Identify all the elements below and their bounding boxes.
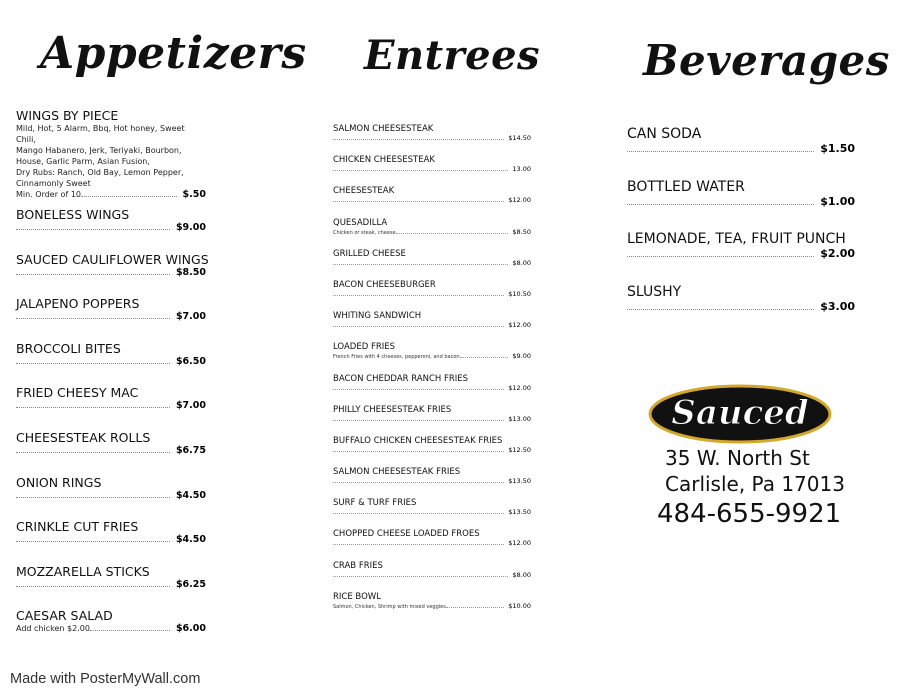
list-item: [627, 179, 855, 232]
item-name: SALMON CHEESESTEAK FRIES: [333, 467, 461, 478]
leader-dots: [16, 407, 170, 408]
item-name: QUESADILLA: [333, 217, 388, 228]
leader-dots: [16, 497, 170, 498]
item-description: French Fries with 4 cheeses, pepperoni, and bacon: [333, 354, 460, 361]
item-price: $7.00: [175, 311, 206, 323]
entrees-list: [333, 124, 531, 623]
list-item: [333, 436, 531, 467]
appetizers-list: [16, 108, 209, 653]
item-description: Mild, Hot, 5 Alarm, Bbq, Hot honey, Sweet Chili,: [16, 124, 185, 144]
leader-dots: [90, 630, 170, 631]
address-line-1: 35 W. North St: [665, 446, 810, 470]
list-item: [16, 251, 209, 297]
item-price: $9.00: [175, 222, 206, 233]
item-name: BUFFALO CHICKEN CHEESESTEAK FRIES: [333, 435, 503, 446]
item-price: $.50: [182, 189, 206, 200]
leader-dots: [333, 576, 508, 577]
item-price: $8.50: [175, 266, 206, 278]
list-item: [333, 155, 531, 186]
item-note: Min. Order of 10: [16, 190, 81, 199]
list-item: [333, 311, 531, 342]
item-price: $4.50: [175, 534, 206, 546]
item-price: $6.50: [175, 355, 206, 367]
leader-dots: [333, 326, 504, 327]
item-name: CHOPPED CHEESE LOADED FROES: [333, 529, 480, 540]
leader-dots: [333, 544, 504, 545]
item-name: ONION RINGS: [16, 474, 102, 490]
leader-dots: [396, 233, 509, 234]
leader-dots: [333, 139, 504, 140]
list-item: [16, 430, 206, 475]
item-price: $10.00: [508, 601, 531, 610]
leader-dots: [16, 452, 170, 453]
item-price: $7.00: [175, 400, 206, 412]
leader-dots: [333, 295, 504, 296]
leader-dots: [627, 204, 814, 205]
item-price: $1.50: [820, 142, 855, 155]
list-item: [16, 296, 206, 341]
item-name: FRIED CHEESY MAC: [16, 385, 139, 401]
leader-dots: [627, 256, 814, 257]
list-item: [333, 498, 531, 529]
item-price: $8.00: [512, 258, 531, 267]
item-description: Chicken or steak, cheese: [333, 229, 396, 236]
item-name: SLUSHY: [627, 284, 682, 301]
item-note: Add chicken $2.00: [16, 624, 90, 634]
list-item: [333, 529, 531, 560]
item-price: $6.00: [175, 623, 206, 635]
list-item: [333, 249, 531, 280]
list-item: [16, 519, 206, 564]
phone-number: 484-655-9921: [657, 499, 842, 529]
item-description: House, Garlic Parm, Asian Fusion,: [16, 157, 150, 166]
item-description: Dry Rubs: Ranch, Old Bay, Lemon Pepper,: [16, 168, 184, 177]
item-price: $4.50: [175, 489, 206, 501]
item-name: BACON CHEDDAR RANCH FRIES: [333, 373, 469, 384]
item-name: LOADED FRIES: [333, 342, 396, 353]
item-price: $8.50: [512, 227, 531, 236]
list-item: [333, 280, 531, 311]
item-name: CAESAR SALAD: [16, 608, 113, 624]
item-price: $12.00: [508, 539, 531, 548]
list-item: [16, 341, 206, 386]
address-line-2: Carlisle, Pa 17013: [665, 472, 845, 496]
leader-dots: [333, 482, 504, 483]
item-name: BONELESS WINGS: [16, 207, 130, 222]
item-price: $13.50: [508, 508, 531, 517]
leader-dots: [333, 264, 508, 265]
item-name: CHICKEN CHEESESTEAK: [333, 155, 435, 166]
item-name: JALAPENO POPPERS: [16, 296, 140, 312]
leader-dots: [81, 196, 177, 197]
item-description: Salmon, Chicken, Shrimp with mixed veggies: [333, 603, 446, 610]
item-price: $6.25: [175, 578, 206, 590]
list-item: [16, 108, 206, 200]
leader-dots: [627, 309, 814, 310]
item-price: $13.00: [508, 414, 531, 423]
item-name: BACON CHEESEBURGER: [333, 279, 436, 290]
item-price: $2.00: [820, 247, 855, 261]
item-name: CRINKLE CUT FRIES: [16, 519, 139, 535]
item-price: $10.50: [508, 289, 531, 298]
beverages-heading: Beverages: [643, 36, 890, 85]
list-item: [333, 342, 531, 373]
leader-dots: [333, 513, 504, 514]
beverages-list: [627, 126, 855, 337]
item-name: WHITING SANDWICH: [333, 311, 422, 322]
item-price: $13.50: [508, 477, 531, 486]
item-price: $12.00: [508, 196, 531, 205]
leader-dots: [333, 451, 504, 452]
item-name: CAN SODA: [627, 126, 702, 142]
item-name: RICE BOWL: [333, 591, 381, 602]
list-item: [333, 374, 531, 405]
list-item: [16, 608, 206, 653]
entrees-heading: Entrees: [364, 32, 541, 79]
item-name: SAUCED CAULIFLOWER WINGS: [16, 251, 209, 267]
leader-dots: [16, 541, 170, 542]
leader-dots: [333, 389, 504, 390]
item-name: CHEESESTEAK: [333, 186, 395, 197]
leader-dots: [333, 201, 504, 202]
list-item: [16, 475, 206, 520]
leader-dots: [460, 357, 509, 358]
leader-dots: [16, 363, 170, 364]
list-item: [627, 126, 855, 179]
item-name: WINGS BY PIECE: [16, 108, 119, 123]
footer-credit[interactable]: Made with PosterMyWall.com: [10, 671, 201, 687]
item-name: CRAB FRIES: [333, 560, 383, 571]
item-description: Mango Habanero, Jerk, Teriyaki, Bourbon,: [16, 146, 182, 155]
logo-text: Sauced: [671, 393, 809, 433]
item-price: $1.00: [820, 194, 855, 208]
item-name: CHEESESTEAK ROLLS: [16, 429, 151, 445]
list-item: [16, 564, 206, 609]
item-name: PHILLY CHEESESTEAK FRIES: [333, 404, 452, 415]
item-name: BOTTLED WATER: [627, 178, 745, 195]
leader-dots: [446, 607, 504, 608]
list-item: [16, 385, 206, 430]
list-item: [333, 124, 531, 155]
item-name: GRILLED CHEESE: [333, 248, 406, 259]
item-price: $14.50: [508, 134, 531, 142]
appetizers-heading: Appetizers: [40, 28, 307, 79]
list-item: [16, 207, 206, 252]
list-item: [333, 592, 531, 623]
leader-dots: [16, 318, 170, 319]
item-price: $12.00: [508, 383, 531, 392]
leader-dots: [333, 420, 504, 421]
leader-dots: [627, 151, 814, 152]
item-price: 13.00: [512, 165, 531, 174]
item-name: MOZZARELLA STICKS: [16, 563, 150, 579]
item-name: SALMON CHEESESTEAK: [333, 124, 434, 134]
leader-dots: [16, 274, 170, 275]
item-price: $8.00: [512, 570, 531, 579]
list-item: [333, 405, 531, 436]
item-price: $3.00: [820, 300, 855, 314]
leader-dots: [16, 586, 170, 587]
list-item: [627, 284, 855, 337]
leader-dots: [16, 229, 170, 230]
list-item: [627, 231, 855, 284]
item-name: SURF & TURF FRIES: [333, 498, 417, 509]
item-price: $9.00: [512, 352, 531, 361]
list-item: [333, 561, 531, 592]
list-item: [333, 218, 531, 249]
list-item: [333, 467, 531, 498]
item-description: Cinnamonly Sweet: [16, 179, 91, 188]
sauced-logo-graphic: [648, 384, 834, 446]
item-name: BROCCOLI BITES: [16, 340, 121, 356]
sauced-logo: [648, 384, 834, 451]
item-price: $12.00: [508, 321, 531, 330]
leader-dots: [333, 170, 508, 171]
item-name: LEMONADE, TEA, FRUIT PUNCH: [627, 231, 846, 248]
item-price: $6.75: [175, 444, 206, 456]
list-item: [333, 186, 531, 217]
item-price: $12.50: [508, 445, 531, 454]
